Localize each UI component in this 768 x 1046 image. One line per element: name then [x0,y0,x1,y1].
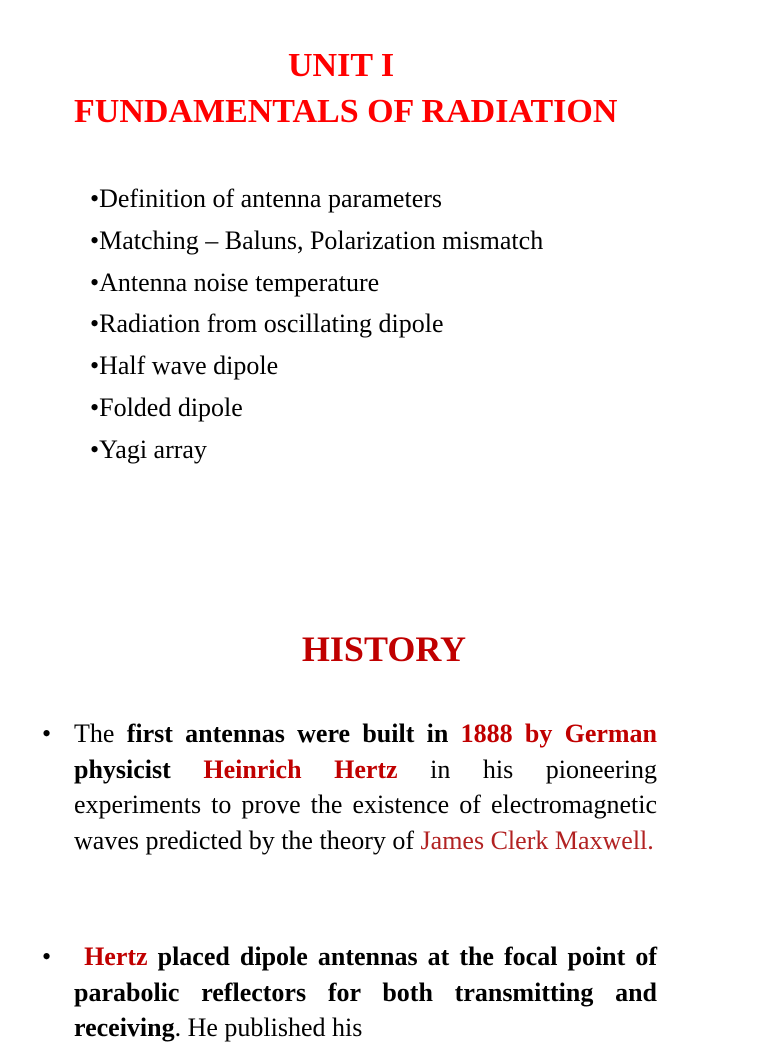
text-run: in his pioneering experiments to prove the existence of electromagnetic waves predicted by the theory of [74,754,657,855]
topic-item: •Radiation from oscillating dipole [90,309,444,339]
history-paragraph-1 [74,716,657,858]
highlight-name-hertz: Hertz [84,942,148,971]
unit-subtitle: FUNDAMENTALS OF RADIATION [74,93,618,130]
bullet-marker: • [42,942,52,971]
bold-text-run: first antennas were built in [126,719,461,748]
bold-text-run: transmitting and receiving [74,977,657,1042]
topic-item: •Yagi array [90,434,207,464]
topic-item: •Matching – Baluns, Polarization mismatch [90,225,544,255]
text-run: The [74,719,127,748]
text-run: . [647,825,654,855]
bold-text-run: placed dipole antennas at the focal point of parabolic reflectors for both [74,942,658,1007]
topic-item: •Half wave dipole [90,351,279,381]
text-run: . He published his [174,1013,363,1042]
bold-text-run: physicist [74,754,204,784]
topic-list [90,178,543,471]
topic-item: •Folded dipole [90,392,243,422]
topic-item: •Antenna noise temperature [90,267,380,297]
highlight-name-maxwell: James Clerk Maxwell [420,825,648,855]
history-paragraph-2 [74,939,657,1046]
bullet-marker: • [42,719,52,748]
topic-item: •Definition of antenna parameters [90,184,443,213]
highlight-year-origin: 1888 by German [460,719,658,748]
history-title: HISTORY [301,629,467,669]
unit-title: UNIT I [288,47,395,84]
highlight-name-hertz: Heinrich Hertz [203,754,398,784]
